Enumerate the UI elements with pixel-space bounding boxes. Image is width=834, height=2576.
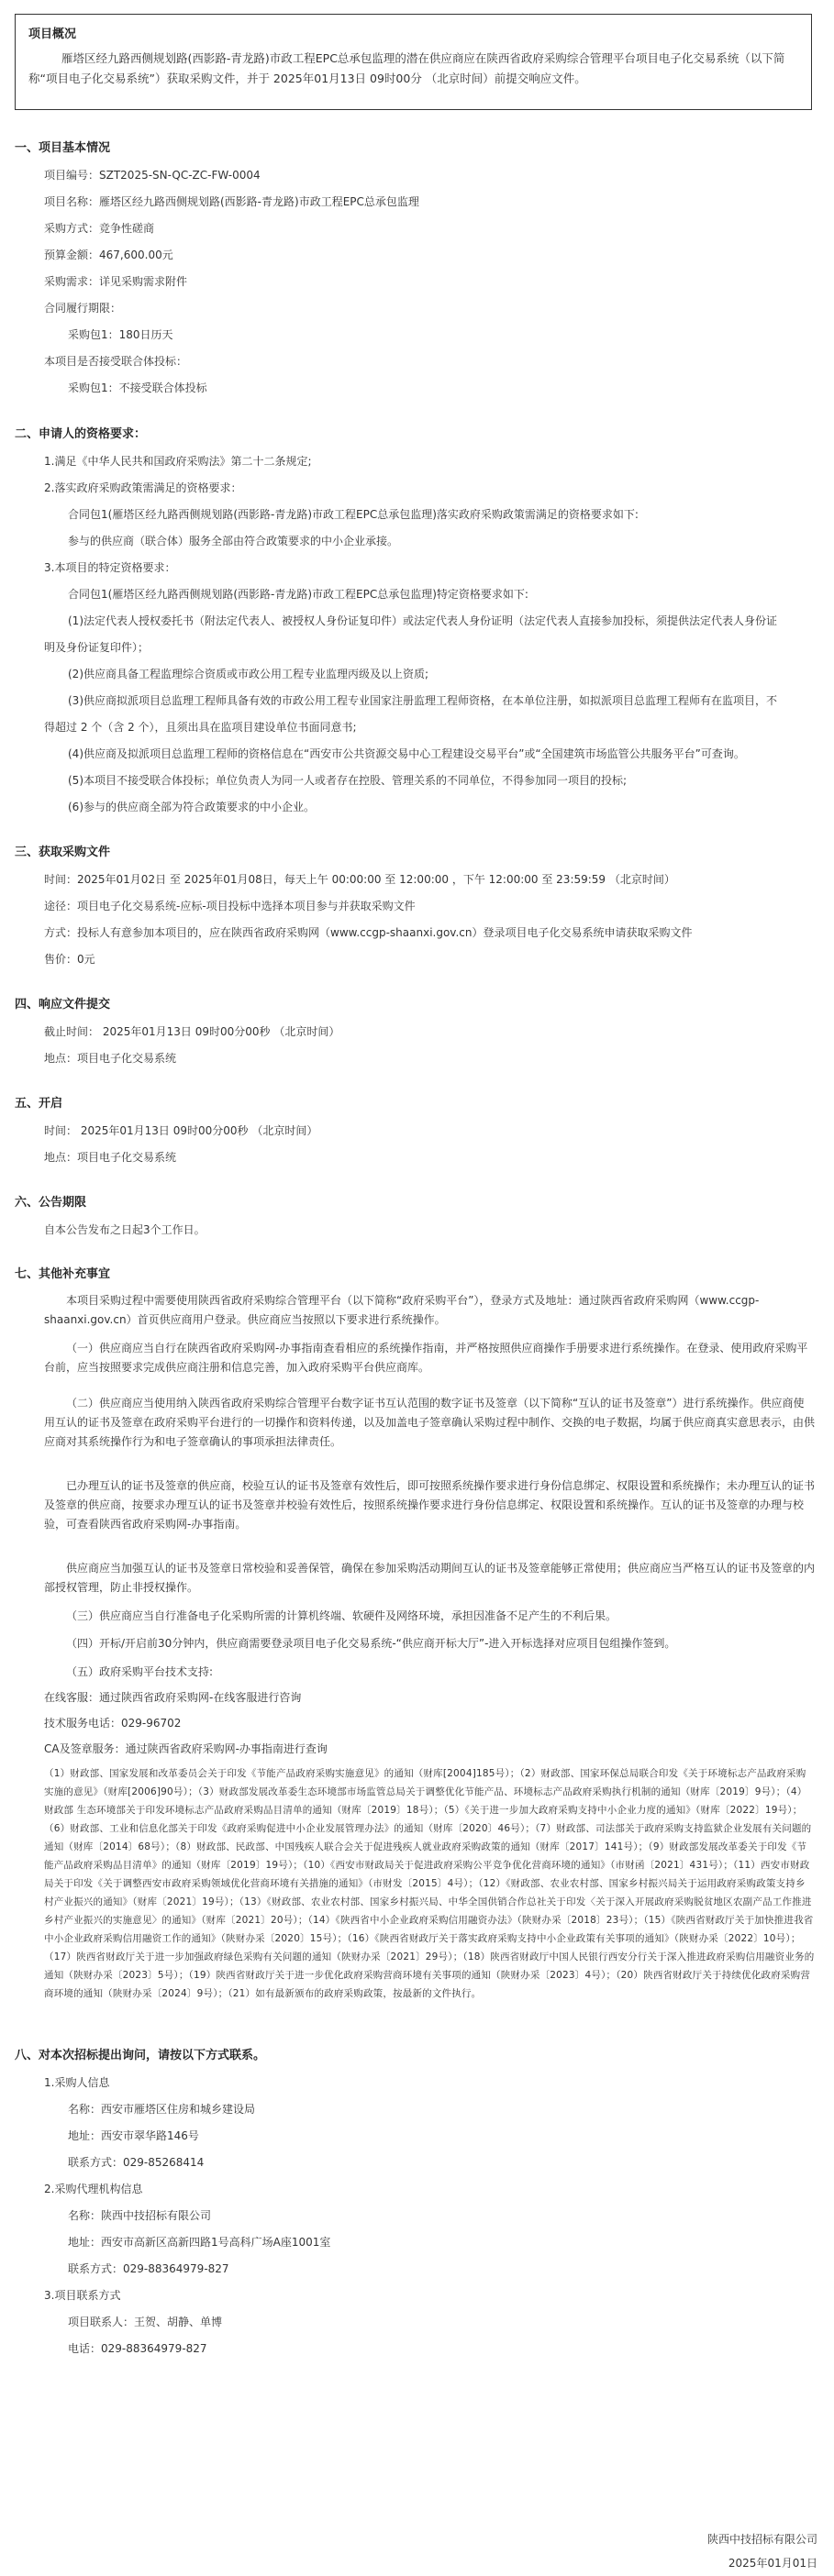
submit-deadline: 截止时间： 2025年01月13日 09时00分00秒 （北京时间） [44, 1025, 340, 1038]
section-7-title: 七、其他补充事宜 [15, 1267, 111, 1281]
signature-date: 2025年01月01日 [728, 2557, 817, 2570]
opening-place: 地点：项目电子化交易系统 [44, 1151, 177, 1164]
contract-period-label: 合同履行期限： [44, 302, 122, 315]
signature-org: 陕西中技招标有限公司 [706, 2533, 817, 2546]
supplier-guide-2: （二）供应商应当使用纳入陕西省政府采购综合管理平台数字证书互认范围的数字证书及签章（以下简称“互认的证书及签章”）进行系统操作。供应商使用互认的证书及签章在政府采购平台进行的一切操作和资料传递，以及加盖电子签章确认采购过程中制作、交换的电子数据，均属于供应商真实意思表示，由供应商对其系统操作行为和电子签章确认的事项承担法律责任。 [44, 1397, 816, 1448]
qualification-2-detail: 合同包1(雁塔区经九路西侧规划路(西影路-青龙路)市政工程EPC总承包监理)落实政府采购政策需满足的资格要求如下: [68, 508, 639, 521]
agent-phone: 联系方式：029-88364979-827 [68, 2262, 229, 2275]
contact-heading: 3.项目联系方式 [44, 2289, 121, 2302]
section-4-title: 四、响应文件提交 [15, 998, 111, 1012]
special-req-4: (4)供应商及拟派项目总监理工程师的资格信息在“西安市公共资源交易中心工程建设交易平台”或“全国建筑市场监管公共服务平台”可查询。 [68, 747, 745, 760]
qualification-2: 2.落实政府采购政策需满足的资格要求： [44, 481, 242, 494]
overview-title: 项目概况 [28, 28, 77, 41]
buyer-name: 名称：西安市雁塔区住房和城乡建设局 [68, 2103, 256, 2116]
qualification-3: 3.本项目的特定资格要求： [44, 561, 176, 574]
agent-address: 地址：西安市高新区高新四路1号高科广场A座1001室 [68, 2236, 331, 2249]
package-period: 采购包1：180日历天 [68, 328, 173, 341]
budget-amount: 预算金额：467,600.00元 [44, 249, 173, 261]
special-req-6: (6)参与的供应商全部为符合政策要求的中小企业。 [68, 801, 315, 813]
supplier-guide-4: （四）开标/开启前30分钟内，供应商需要登录项目电子化交易系统-“供应商开标大厅”-进入开标选择对应项目包组操作签到。 [66, 1637, 676, 1650]
policy-references: （1）财政部、国家发展和改革委员会关于印发《节能产品政府采购实施意见》的通知（财库[2004]185号）；（2）财政部、国家环保总局联合印发《关于环境标志产品政府采购实施的意见》（财库[2006]90号）；（3）财政部发展改革委生态环境部市场监管总局关于调整优化节能产品、环境标志产品政府采购执行机制的通知（财库〔2019〕9号）；（4）财政部 生态环境部关于印发环境标志产品政府采购品目清单的通知（财库〔2019〕18号）；（5）《关于进一步加大政府采购支持中小企业力度的通知》（财库〔2022〕19号）；（6）财政部、工业和信息化部关于印发《政府采购促进中小企业发展管理办法》的通知（财库〔2020〕46号）；（7）财政部、司法部关于政府采购支持监狱企业发展有关问题的通知（财库〔2014〕68号）；（8）财政部、民政部、中国残疾人联合会关于促进残疾人就业政府采购政策的通知（财库〔2017〕141号）；（9）财政部发展改革委关于印发《节能产品政府采购品目清单》的通知（财库〔2019〕19号）；（10）《西安市财政局关于促进政府采购公平竞争优化营商环境的通知》（市财函〔2021〕431号）；（11）西安市财政局关于印发《关于调整西安市政府采购领域优化营商环境有关措施的通知》（市财发〔2015〕4号）；（12）《财政部、农业农村部、国家乡村振兴局关于运用政府采购政策支持乡村产业振兴的通知》（财库〔2021〕19号）；（13）《财政部、农业农村部、国家乡村振兴局、中华全国供销合作总社关于印发〈关于深入开展政府采购脱贫地区农副产品工作推进乡村产业振兴的实施意见〉的通知》（财库〔2021〕20号）；（14）《陕西省中小企业政府采购信用融资办法》（陕财办采〔2018〕23号）；（15）《陕西省财政厅关于加快推进我省中小企业政府采购信用融资工作的通知》（陕财办采〔2020〕15号）；（16）《陕西省财政厅关于落实政府采购支持中小企业政策有关事项的通知》（陕财办采〔2022〕10号）；（17）陕西省财政厅关于进一步加强政府绿色采购有关问题的通知（陕财办采〔2021〕29号）；（18）陕西省财政厅中国人民银行西安分行关于深入推进政府采购信用融资业务的通知（陕财办采〔2023〕5号）；（19）陕西省财政厅关于进一步优化政府采购营商环境有关事项的通知（陕财办采〔2023〕4号）；（20）陕西省财政厅关于持续优化政府采购营商环境的通知（陕财办采〔2024〕9号）；（21）如有最新颁布的政府采购政策，按最新的文件执行。 [44, 1768, 815, 1999]
qualification-2-sme: 参与的供应商（联合体）服务全部由符合政策要求的中小企业承接。 [68, 535, 399, 547]
procurement-method: 采购方式：竞争性磋商 [44, 222, 155, 235]
section-3-title: 三、获取采购文件 [15, 846, 111, 859]
section-8-title: 八、对本次招标提出询问，请按以下方式联系。 [15, 2049, 266, 2062]
union-bid-label: 本项目是否接受联合体投标： [44, 355, 188, 368]
agent-heading: 2.采购代理机构信息 [44, 2183, 143, 2195]
tech-support-label: （五）政府采购平台技术支持: [66, 1665, 214, 1678]
certificate-maintenance: 供应商应当加强互认的证书及签章日常校验和妥善保管，确保在参加采购活动期间互认的证书及签章能够正常使用；供应商应当严格互认的证书及签章的内部授权管理，防止非授权操作。 [44, 1562, 816, 1594]
platform-intro: 本项目采购过程中需要使用陕西省政府采购综合管理平台（以下简称“政府采购平台”），登录方式及地址：通过陕西省政府采购网（www.ccgp-shaanxi.gov.cn）首页供应商用户登录。供应商应当按照以下要求进行系统操作。 [44, 1294, 760, 1326]
special-req-1a: (1)法定代表人授权委托书（附法定代表人、被授权人身份证复印件）或法定代表人身份证明（法定代表人直接参加投标，须提供法定代表人身份证 [68, 614, 778, 627]
announcement-period: 自本公告发布之日起3个工作日。 [44, 1223, 206, 1236]
section-2-title: 二、申请人的资格要求： [15, 427, 147, 441]
project-overview-box [15, 14, 812, 110]
contact-people: 项目联系人：王贺、胡静、单博 [68, 2316, 223, 2328]
section-5-title: 五、开启 [15, 1097, 63, 1111]
qualification-1: 1.满足《中华人民共和国政府采购法》第二十二条规定; [44, 455, 312, 468]
acquire-way: 方式：投标人有意参加本项目的，应在陕西省政府采购网（www.ccgp-shaanxi.gov.cn）登录项目电子化交易系统申请获取采购文件 [44, 926, 693, 939]
buyer-heading: 1.采购人信息 [44, 2076, 110, 2089]
document-price: 售价：0元 [44, 953, 95, 966]
project-name: 项目名称：雁塔区经九路西侧规划路(西影路-青龙路)市政工程EPC总承包监理 [44, 195, 419, 208]
acquire-path: 途径：项目电子化交易系统-应标-项目投标中选择本项目参与并获取采购文件 [44, 900, 416, 912]
special-req-2: (2)供应商具备工程监理综合资质或市政公用工程专业监理丙级及以上资质; [68, 668, 429, 680]
supplier-guide-3: （三）供应商应当自行准备电子化采购所需的计算机终端、软硬件及网络环境，承担因准备不足产生的不利后果。 [66, 1609, 617, 1622]
submit-place: 地点：项目电子化交易系统 [44, 1052, 177, 1065]
certificate-binding: 已办理互认的证书及签章的供应商，校验互认的证书及签章有效性后，即可按照系统操作要求进行身份信息绑定、权限设置和系统操作；未办理互认的证书及签章的供应商，按要求办理互认的证书及签章并校验有效性后，按照系统操作要求进行身份信息绑定、权限设置和系统操作。互认的证书及签章的办理与校验，可查看陕西省政府采购网-办事指南。 [44, 1479, 816, 1531]
special-req-3a: (3)供应商拟派项目总监理工程师具备有效的市政公用工程专业国家注册监理工程师资格，在本单位注册，如拟派项目总监理工程师有在监项目，不 [68, 694, 778, 707]
qualification-3-detail: 合同包1(雁塔区经九路西侧规划路(西影路-青龙路)市政工程EPC总承包监理)特定资格要求如下: [68, 588, 528, 601]
tech-phone: 技术服务电话：029-96702 [44, 1717, 182, 1730]
ca-service: CA及签章服务：通过陕西省政府采购网-办事指南进行查询 [44, 1742, 328, 1755]
special-req-1b: 明及身份证复印件）； [44, 641, 150, 654]
overview-body: 雁塔区经九路西侧规划路(西影路-青龙路)市政工程EPC总承包监理的潜在供应商应在陕西省政府采购综合管理平台项目电子化交易系统（以下简称“项目电子化交易系统”）获取采购文件，并于 2025年01月13日 09时00分 （北京时间）前提交响应文件。 [28, 51, 785, 85]
special-req-3b: 得超过 2 个（含 2 个），且须出具在监项目建设单位书面同意书; [44, 721, 357, 734]
procurement-need: 采购需求：详见采购需求附件 [44, 275, 188, 288]
project-code: 项目编号：SZT2025-SN-QC-ZC-FW-0004 [44, 169, 261, 182]
special-req-5: (5)本项目不接受联合体投标；单位负责人为同一人或者存在控股、管理关系的不同单位，不得参加同一项目的投标; [68, 774, 628, 787]
package-union: 采购包1：不接受联合体投标 [68, 381, 207, 394]
contact-phone: 电话：029-88364979-827 [68, 2342, 207, 2355]
section-1-title: 一、项目基本情况 [15, 141, 111, 155]
acquire-time: 时间：2025年01月02日 至 2025年01月08日，每天上午 00:00:00 至 12:00:00 ，下午 12:00:00 至 23:59:59 （北京时间） [44, 873, 675, 886]
buyer-phone: 联系方式：029-85268414 [68, 2156, 205, 2169]
buyer-address: 地址：西安市翠华路146号 [68, 2129, 199, 2142]
agent-name: 名称：陕西中技招标有限公司 [68, 2209, 212, 2222]
online-service: 在线客服：通过陕西省政府采购网-在线客服进行咨询 [44, 1691, 302, 1704]
supplier-guide-1: （一）供应商应当自行在陕西省政府采购网-办事指南查看相应的系统操作指南，并严格按照供应商操作手册要求进行系统操作。在登录、使用政府采购平台前，应当按照要求完成供应商注册和信息完善，加入政府采购平台供应商库。 [44, 1342, 808, 1374]
section-6-title: 六、公告期限 [15, 1196, 87, 1210]
opening-time: 时间： 2025年01月13日 09时00分00秒 （北京时间） [44, 1124, 318, 1137]
